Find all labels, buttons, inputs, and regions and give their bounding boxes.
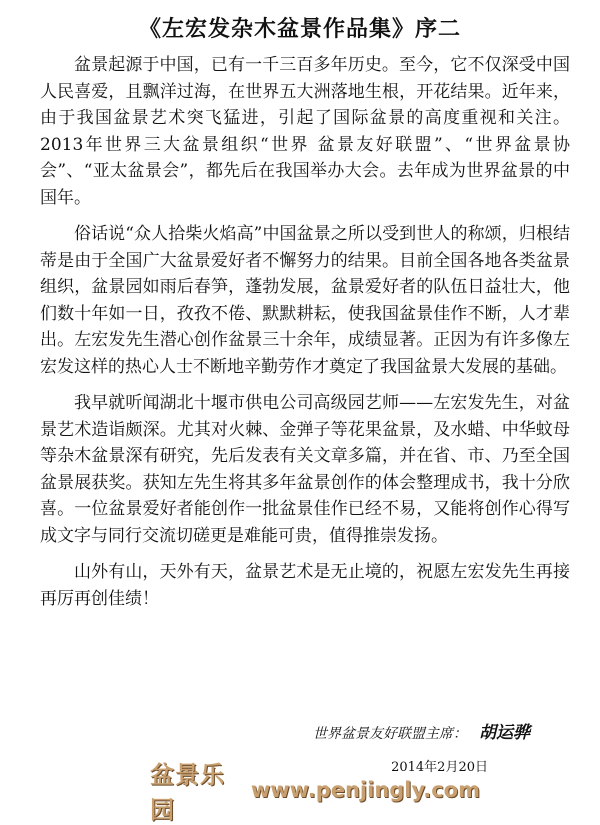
body-text: [40, 52, 570, 622]
signature-org: 世界盆景友好联盟主席：: [313, 726, 467, 742]
paragraph-4: 山外有山，天外有天，盆景艺术是无止境的，祝愿左宏发先生再接再厉再创佳绩！: [40, 562, 570, 609]
document-title: 《左宏发杂木盆景作品集》序二: [138, 16, 461, 42]
paragraph-2: 俗话说“众人拾柴火焰高”中国盆景之所以受到世人的称颂，归根结蒂是由于全国广大盆景爱好者不懈努力的结果。目前全国各地各类盆景组织，盆景园如雨后春笋，蓬勃发展，盆景爱好者的队伍日益壮大，他们数十年如一日，孜孜不倦、默默耕耘，使我国盆景佳作不断，人才辈出。左宏发先生潜心创作盆景三十余年，成绩显著。正因为有许多像左宏发这样的热心人士不断地辛勤劳作才奠定了我国盆景大发展的基础。: [40, 224, 570, 377]
paragraph-3: 我早就听闻湖北十堰市供电公司高级园艺师——左宏发先生，对盆景艺术造诣颇深。尤其对火棘、金弹子等花果盆景，及水蜡、中华蚊母等杂木盆景深有研究，先后发表有关文章多篇，并在省、市、乃至全国盆景展获奖。获知左先生将其多年盆景创作的体会整理成书，我十分欣喜。一位盆景爱好者能创作一批盆景佳作已经不易，又能将创作心得写成文字与同行交流切磋更是难能可贵，值得推崇发扬。: [40, 393, 570, 546]
signature-name: 胡运骅: [479, 723, 530, 743]
watermark-brand: 盆景乐园: [150, 761, 225, 824]
signature-line: [313, 718, 530, 743]
paragraph-1: 盆景起源于中国，已有一千三百多年历史。至今，它不仅深受中国人民喜爱，且飘洋过海，在世界五大洲落地生根，开花结果。近年来，由于我国盆景艺术突飞猛进，引起了国际盆景的高度重视和关注。2013年世界三大盆景组织“世界 盆景友好联盟”、“世界盆景协会”、“亚太盆景会”，都先后在我国举办大会。去年成为世界盆景的中国年。: [40, 55, 570, 208]
signature-date: 2014年2月20日: [391, 760, 488, 775]
watermark-url: www.penjingly.com: [250, 778, 480, 802]
